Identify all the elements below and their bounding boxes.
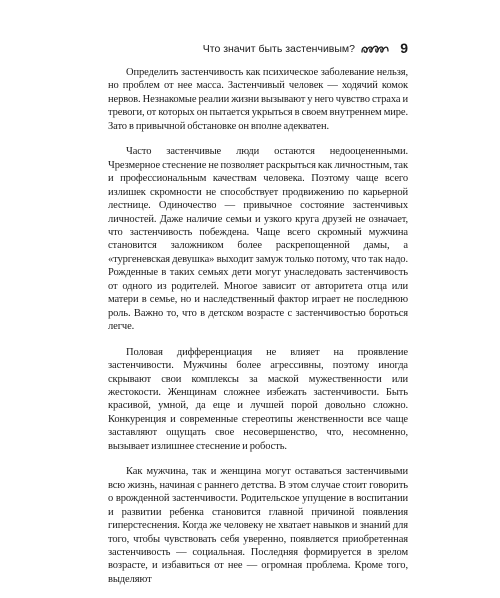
paragraph-3: Половая дифференциация не влияет на проявление застенчивости. Мужчины более агрессивны, поэтому иногда скрывают свои комплексы за маской мужественности или жестокости. Женщинам сложнее избежать застенчивости. Быть красивой, умной, да еще и лучшей порой довольно сложно. Конкуренция и современные стереотипы женственности все чаще заставляют ощущать свое несовершенство, что, несомненно, вызывает излишнее стеснение и робость. xyxy=(108,346,408,452)
page-header xyxy=(108,40,408,58)
page-number: 9 xyxy=(400,40,408,56)
decorative-flourish-icon xyxy=(360,43,390,55)
running-title: Что значит быть застенчивым? xyxy=(202,43,355,55)
paragraph-1: Определить застенчивость как психическое заболевание нельзя, но проблем от нее масса. Застенчивый человек — ходячий комок нервов. Незнакомые реалии жизни вызывают у него чувство страха и тревоги, от которых он пытается укрыться в своем внутреннем мире. Зато в привычной обстановке он вполне адекватен. xyxy=(108,67,408,132)
body-text xyxy=(108,66,408,598)
paragraph-4: Как мужчина, так и женщина могут оставаться застенчивыми всю жизнь, начиная с раннего детства. В этом случае стоит говорить о врожденной застенчивости. Родительское упущение в воспитании и развитии ребенка становится главной причиной появления гиперстеснения. Когда же человеку не хватает навыков и знаний для того, чтобы чувствовать себя уверенно, появляется приобретенная застенчивость — социальная. Последняя формируется в зрелом возрасте, и избавиться от нее — огромная проблема. Кроме того, выделяют xyxy=(108,466,408,585)
paragraph-2: Часто застенчивые люди остаются недооцененными. Чрезмерное стеснение не позволяет раскрыться как личностным, так и профессиональным качествам человека. Поэтому чаще всего излишек скромности не способствует продвижению по карьерной лестнице. Одиночество — привычное состояние застенчивых личностей. Даже наличие семьи и узкого круга друзей не означает, что застенчивость побеждена. Чаще всего скромный мужчина становится заложником более раскрепощенной дамы, а «тургеневская девушка» выходит замуж только потому, что так надо. Рожденные в таких семьях дети могут унаследовать застенчивость от одного из родителей. Многое зависит от авторитета отца или матери в семье, но и наследственный фактор играет не последнюю роль. Важно то, что в детском возрасте с застенчивостью бороться легче. xyxy=(108,146,408,333)
